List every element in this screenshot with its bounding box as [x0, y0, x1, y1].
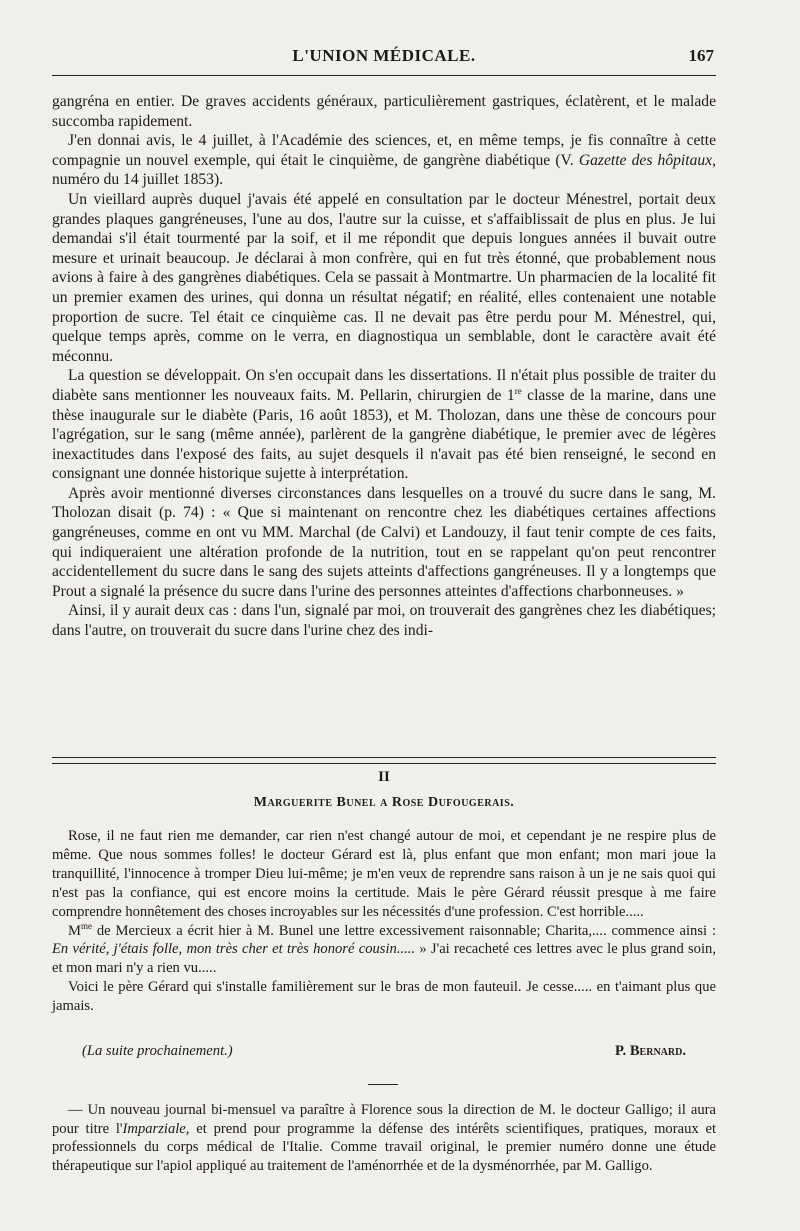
- feuilleton-divider: [52, 757, 716, 764]
- signoff: [52, 1043, 716, 1063]
- quoted-letter: En vérité, j'étais folle, mon très cher et très honoré cousin.....: [52, 941, 416, 958]
- section-title: Marguerite Bunel a Rose Dufougerais.: [253, 795, 515, 810]
- citation-title: Gazette des hôpitaux: [578, 151, 713, 169]
- paragraph: gangréna en entier. De graves accidents généraux, particulièrement gastriques, éclatèrent, et le malade succomba rapidement.: [52, 93, 716, 130]
- news-item: [52, 1101, 716, 1176]
- short-divider: [368, 1084, 398, 1085]
- header-rule: [52, 75, 716, 76]
- feuilleton-text: [52, 827, 716, 1016]
- paragraph: Ainsi, il y aurait deux cas : dans l'un, signalé par moi, on trouverait des gangrènes chez les diabétiques; dans l'autre, on trouverait du sucre dans l'urine chez des indi-: [52, 602, 716, 640]
- paragraph: Un vieillard auprès duquel j'avais été appelé en consultation par le docteur Ménestrel, portait deux grandes plaques gangréneuses, l'une au dos, l'autre sur la cuisse, et s'affaiblissait de plus en plus. Je lui demandai s'il était tourmenté par la soif, et il me répondit que depuis longues années il buvait outre mesure et urinait beaucoup. Je déclarai à mon confrère, qui en fut très étonné, que probablement nous avions à faire à des gangrènes diabétiques. Cela se passait à Montmartre. Un pharmacien de la localité fit un premier examen des urines, qui donna un résultat négatif; en réalité, elles contenaient une notable proportion de sucre. Tel était ce cinquième cas. Il ne devait pas être perdu pour M. Ménestrel, qui, quelque temps après, comme on le verra, en diagnostiqua un semblable, dont le caractère avait été méconnu.: [52, 190, 716, 365]
- paragraph: — Un nouveau journal bi-mensuel va paraître à Florence sous la direction de M. le docteur Galligo; il aura pour titre l'Imparziale, et prend pour programme la défense des intérêts scientifiques, pratiques, moraux et professionnels du corps médical de l'Italie. Comme travail original, le premier numéro donne une étude thérapeutique sur l'apiol appliqué au traitement de l'aménorrhée et de la dysménorrhée, par M. Galligo.: [52, 1102, 716, 1175]
- paragraph: Après avoir mentionné diverses circonstances dans lesquelles on a trouvé du sucre dans le sang, M. Tholozan disait (p. 74) : « Que si maintenant on rencontre chez les diabétiques certaines affections gangréneuses, comme en ont vu MM. Marchal (de Calvi) et Landouzy, il faut tenir compte de ces faits, qui indiqueraient une altération profonde de la nutrition, tout en se rappelant qu'on peut rencontrer accidentellement du sucre dans le sang des sujets atteints d'affections gangréneuses. Il y a longtemps que Prout a signalé la présence du sucre dans l'urine des personnes atteintes d'affections charbonneuses. »: [52, 484, 716, 600]
- paragraph: Rose, il ne faut rien me demander, car rien n'est changé autour de moi, et cependant je ne respire plus de même. Que nous sommes folles! le docteur Gérard est là, plus enfant que mon enfant; mon mari joue la tranquillité, l'innocence à tromper Dieu lui-même; je m'en veux de reprendre sans raison à un je ne sais quoi qui n'est pas la confiance, qui est encore moins la certitude. Mais le père Gérard réussit presque à me faire comprendre honnêtement des choses incroyables sur les nécessités d'une profession. C'est horrible.....: [52, 828, 716, 920]
- paragraph: Voici le père Gérard qui s'installe familièrement sur le bras de mon fauteuil. Je cesse..... en t'aimant plus que jamais.: [52, 979, 716, 1015]
- page-header: [52, 42, 716, 72]
- paragraph: La question se développait. On s'en occupait dans les dissertations. Il n'était plus possible de traiter du diabète sans mentionner les nouveaux faits. M. Pellarin, chirurgien de 1re classe de la marine, dans une thèse inaugurale sur le diabète (Paris, 16 août 1853), et M. Tholozan, dans une thèse de concours pour l'agrégation, sur le sang (même année), parlèrent de la gangrène diabétique, le premier avec de légères inexactitudes dans l'exposé des faits, au sujet desquels il n'avait pas été bien renseigné, le second en consignant une donnée historique sujette à interprétation.: [52, 367, 716, 483]
- paragraph: J'en donnai avis, le 4 juillet, à l'Académie des sciences, et, en même temps, je fis connaître à cette compagnie un nouvel exemple, qui était le cinquième, de gangrène diabétique (V. Gazette des hôpitaux, numéro du 14 juillet 1853).: [52, 132, 716, 189]
- journal-name: Imparziale: [122, 1120, 186, 1137]
- section-number: II: [378, 769, 390, 785]
- paragraph: $M^{me}$ de Mercieux a écrit hier à M. Bunel une lettre excessivement raisonnable; Charita,.... commence ainsi : En vérité, j'étais folle, mon très cher et très honoré cousin..... » J'ai recacheté ces lettres avec le plus grand soin, et mon mari n'y a rien vu.....: [52, 920, 716, 977]
- main-article: [52, 92, 716, 641]
- page-number: 167: [688, 46, 714, 65]
- continuation-note: (La suite prochainement.): [82, 1043, 233, 1059]
- journal-title: L'UNION MÉDICALE.: [292, 46, 476, 65]
- author-signature: P. Bernard.: [614, 1043, 686, 1059]
